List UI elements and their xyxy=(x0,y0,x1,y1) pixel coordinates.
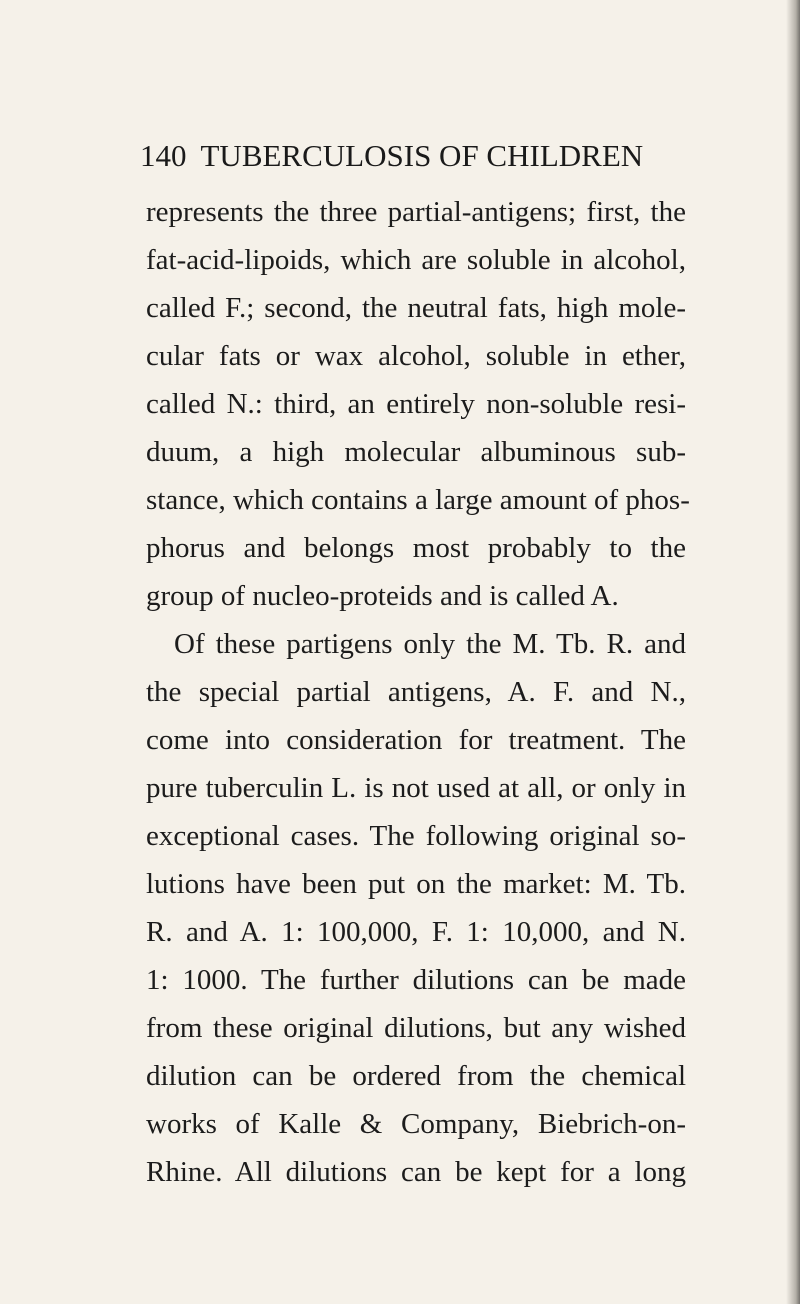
text-line: from these original dilutions, but any wished xyxy=(146,1012,686,1044)
running-header xyxy=(140,138,700,184)
text-line: R. and A. 1: 100,000, F. 1: 10,000, and N. xyxy=(146,916,686,948)
text-line: Of these partigens only the M. Tb. R. and xyxy=(174,628,686,660)
text-line: the special partial antigens, A. F. and N., xyxy=(146,676,686,708)
page-edge-shadow xyxy=(786,0,800,1304)
text-line: works of Kalle & Company, Biebrich-on- xyxy=(146,1108,686,1140)
text-line: dilution can be ordered from the chemical xyxy=(146,1060,686,1092)
text-line: cular fats or wax alcohol, soluble in ether, xyxy=(146,340,686,372)
text-line: exceptional cases. The following original so- xyxy=(146,820,686,852)
text-line: fat-acid-lipoids, which are soluble in alcohol, xyxy=(146,244,686,276)
page-number: 140 xyxy=(140,138,187,173)
text-line: called F.; second, the neutral fats, high mole- xyxy=(146,292,686,324)
text-line: stance, which contains a large amount of phos- xyxy=(146,484,690,516)
running-title: TUBERCULOSIS OF CHILDREN xyxy=(200,138,644,173)
text-line: 1: 1000. The further dilutions can be made xyxy=(146,964,686,996)
text-line: represents the three partial-antigens; first, the xyxy=(146,196,686,228)
text-line: duum, a high molecular albuminous sub- xyxy=(146,436,686,468)
body-text xyxy=(146,188,690,1196)
text-line: Rhine. All dilutions can be kept for a long xyxy=(146,1156,686,1188)
text-line: pure tuberculin L. is not used at all, or only in xyxy=(146,772,686,804)
text-line: phorus and belongs most probably to the xyxy=(146,532,686,564)
text-line: called N.: third, an entirely non-soluble resi- xyxy=(146,388,686,420)
text-line: lutions have been put on the market: M. Tb. xyxy=(146,868,686,900)
text-line: group of nucleo-proteids and is called A. xyxy=(146,580,619,612)
text-line: come into consideration for treatment. The xyxy=(146,724,686,756)
